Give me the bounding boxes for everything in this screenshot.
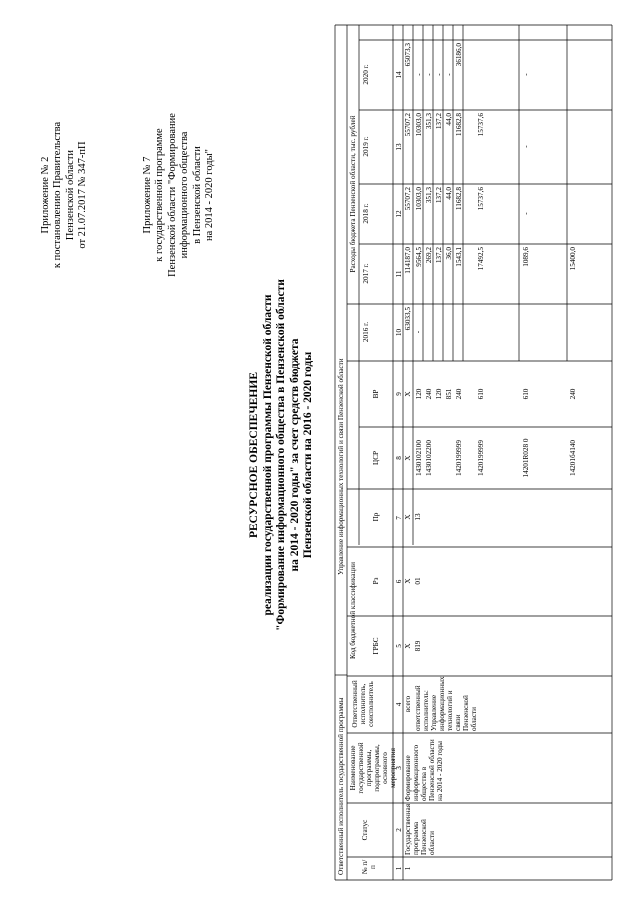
cell-csr: Х <box>404 455 412 461</box>
cell-value: 65073,3 <box>404 43 412 67</box>
cell-vr: 610 <box>477 388 485 400</box>
cell-value: 351,3 <box>425 187 433 204</box>
cell-value: 55707,2 <box>404 113 412 137</box>
appendix-2-line: от 21.07.2017 № 347-пП <box>77 141 89 249</box>
title-line: РЕСУРСНОЕ ОБЕСПЕЧЕНИЕ <box>248 372 260 539</box>
total-label: всего <box>404 695 412 713</box>
appendix-2-line: к постановлению Правительства <box>52 121 64 269</box>
cell-rz: Х <box>404 578 412 584</box>
cell-vr: 240 <box>425 388 433 400</box>
program-executor: ответственный исполнитель: Управление информационных технологий и связи Пензенской области <box>414 676 479 731</box>
header-year: 2019 г. <box>362 136 370 157</box>
cell-csr: 14201б4140 <box>569 440 577 477</box>
cell-value: 36186,0 <box>455 43 463 67</box>
cell-rz: 01 <box>414 577 422 585</box>
appendix-7-line: Приложение № 7 <box>142 156 153 234</box>
cell-grbs: 819 <box>414 640 422 652</box>
title-line: на 2014 - 2020 годы" за счет средств бюджета <box>288 338 301 572</box>
header-num: № п/п <box>361 859 378 875</box>
cell-value: 351,3 <box>425 113 433 130</box>
cell-value: 114187,0 <box>404 247 412 274</box>
row-number: 1 <box>404 866 412 871</box>
cell-value: 1089,6 <box>522 247 530 267</box>
cell-vr: 240 <box>569 388 577 400</box>
cell-value: 1543,1 <box>455 247 463 267</box>
appendix-7-line: к государственной программе <box>154 128 166 262</box>
cell-value: 44,0 <box>445 113 453 126</box>
cell-value: - <box>415 73 423 76</box>
col-number: 3 <box>395 766 403 770</box>
header-status: Статус <box>361 819 369 841</box>
cell-value: - <box>522 73 530 76</box>
col-number: 5 <box>395 644 403 648</box>
header-csr: ЦСР <box>372 451 380 465</box>
col-number: 6 <box>395 579 403 584</box>
cell-pr: Х <box>404 514 412 520</box>
header-rz: Рз <box>372 577 380 585</box>
header-year: 2018 г. <box>362 203 370 224</box>
cell-csr: 1430102100 <box>415 440 423 476</box>
header-pr: Пр <box>372 512 380 522</box>
cell-value: - <box>435 73 443 76</box>
header-year: 2020 г. <box>362 64 370 85</box>
cell-value: 63033,5 <box>404 307 412 331</box>
header-name: Наименование государственной программы, подпрограммы, основного мероприятия <box>349 742 398 794</box>
responsible-executor-label: Ответственный исполнитель государственной программы <box>337 697 345 875</box>
appendix-7-line: Пензенской области "Формирование <box>166 113 178 277</box>
header-executor: Ответственный исполнитель, соисполнитель <box>351 680 376 728</box>
header-year: 2016 г. <box>362 321 370 343</box>
cell-value: 44,0 <box>445 187 453 200</box>
title-line: реализации государственной программы Пензенской области <box>261 294 274 616</box>
cell-csr: 14201R028 0 <box>522 438 530 478</box>
appendix-7-line: информационного общества <box>179 131 191 259</box>
cell-value: 15400,0 <box>569 247 577 271</box>
col-number: 9 <box>395 392 403 396</box>
cell-value: 137,2 <box>435 187 443 204</box>
cell-value: 15737,6 <box>477 113 485 137</box>
col-number: 11 <box>395 270 403 278</box>
header-vr: ВР <box>372 389 380 399</box>
col-number: 14 <box>395 71 403 79</box>
col-number: 8 <box>395 456 403 460</box>
cell-value: - <box>414 330 422 334</box>
cell-value: 36,0 <box>445 247 453 260</box>
program-name: Формирование информационного общества в Пензенской области на 2014 - 2020 годы <box>404 739 445 801</box>
title-line: "Формирование информационного общества в Пензенской области <box>275 279 288 631</box>
header-expenses: Расходы бюджета Пензенской области, тыс. рублей <box>349 115 357 273</box>
cell-vr: 851 <box>445 388 453 400</box>
cell-vr: 120 <box>415 388 423 400</box>
header-budget-code: Код бюджетной классификации <box>349 562 357 659</box>
col-number: 2 <box>395 828 403 832</box>
header-year: 2017 г. <box>362 263 370 284</box>
cell-vr: Х <box>404 391 412 397</box>
col-number: 13 <box>395 143 403 151</box>
cell-value: 17492,5 <box>477 247 485 271</box>
cell-csr: 1420199999 <box>477 440 485 476</box>
cell-value: 15737,6 <box>477 187 485 211</box>
cell-value: 269,2 <box>425 247 433 264</box>
cell-value: 137,2 <box>435 247 443 264</box>
appendix-2-line: Пензенской области <box>64 149 76 241</box>
cell-vr: 240 <box>455 388 463 400</box>
cell-value: 11682,8 <box>455 113 463 137</box>
cell-value: - <box>445 73 453 76</box>
header-grbs: ГРБС <box>372 637 380 655</box>
col-number: 4 <box>395 702 403 707</box>
cell-csr: 1430102200 <box>425 440 433 476</box>
col-number: 10 <box>395 328 403 337</box>
program-status: Государственная программа Пензенской области <box>404 803 437 855</box>
appendix-7-line: на 2014 - 2020 годы" <box>203 149 215 241</box>
cell-value: 10303,0 <box>415 187 423 211</box>
cell-pr: 13 <box>414 513 422 521</box>
responsible-executor-value: Управление информационных технологий и связи Пензенской области <box>337 358 345 575</box>
cell-grbs: Х <box>404 643 412 649</box>
col-number: 12 <box>395 210 403 218</box>
cell-value: - <box>522 212 530 215</box>
cell-value: - <box>425 73 433 76</box>
cell-value: 9564,5 <box>415 247 423 267</box>
cell-vr: 120 <box>435 388 443 400</box>
appendix-2-line: Приложение № 2 <box>40 156 51 234</box>
cell-vr: 610 <box>522 388 530 400</box>
cell-value: - <box>522 145 530 148</box>
appendix-7-line: в Пензенской области <box>191 146 203 244</box>
col-number: 7 <box>395 516 403 520</box>
cell-value: 55707,2 <box>404 187 412 211</box>
title-line: Пензенской области на 2016 - 2020 годы <box>302 351 315 559</box>
cell-value: 137,2 <box>435 113 443 130</box>
cell-csr: 1420199999 <box>455 440 463 476</box>
col-number: 1 <box>395 866 403 871</box>
cell-value: 11682,8 <box>455 187 463 211</box>
cell-value: 10303,0 <box>415 113 423 137</box>
